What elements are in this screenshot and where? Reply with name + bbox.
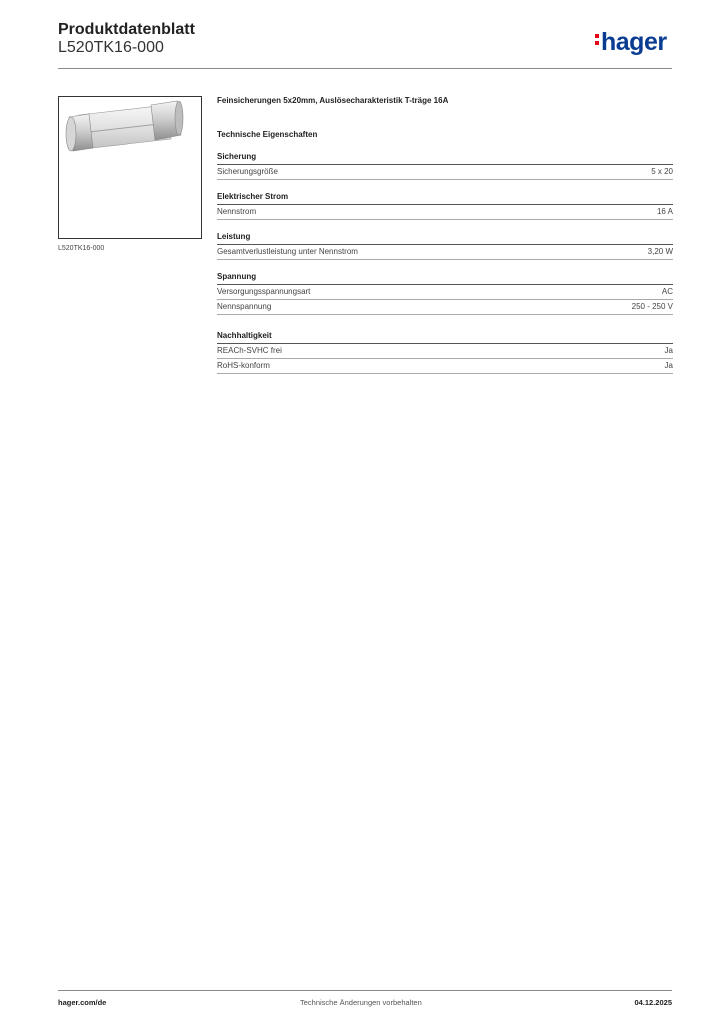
property-label: RoHS-konform bbox=[217, 361, 270, 370]
property-value: 16 A bbox=[656, 207, 673, 216]
hager-logo bbox=[595, 28, 667, 57]
glass-fuse-icon bbox=[59, 97, 201, 238]
property-label: Versorgungsspannungsart bbox=[217, 287, 311, 296]
property-label: Sicherungsgröße bbox=[217, 167, 278, 176]
property-label: Gesamtverlustleistung unter Nennstrom bbox=[217, 247, 358, 256]
property-value: Ja bbox=[664, 361, 673, 370]
property-row bbox=[217, 285, 673, 300]
image-caption: L520TK16-000 bbox=[58, 245, 105, 252]
footer-divider bbox=[58, 990, 672, 991]
section-title: Technische Eigenschaften bbox=[217, 130, 318, 139]
property-row bbox=[217, 205, 673, 220]
property-value: Ja bbox=[664, 346, 673, 355]
group-title-nachhaltigkeit: Nachhaltigkeit bbox=[217, 331, 673, 344]
property-value: 250 - 250 V bbox=[631, 302, 673, 311]
property-label: REACh-SVHC frei bbox=[217, 346, 282, 355]
property-label: Nennspannung bbox=[217, 302, 272, 311]
property-value: 5 x 20 bbox=[651, 167, 673, 176]
property-value: 3,20 W bbox=[647, 247, 673, 256]
group-title-sicherung: Sicherung bbox=[217, 152, 673, 165]
property-row bbox=[217, 245, 673, 260]
property-label: Nennstrom bbox=[217, 207, 257, 216]
header-divider bbox=[58, 68, 672, 69]
properties-panel bbox=[217, 96, 673, 374]
group-title-spannung: Spannung bbox=[217, 272, 673, 285]
logo-text: hager bbox=[601, 28, 667, 56]
page-title: Produktdatenblatt bbox=[58, 21, 195, 38]
property-value: AC bbox=[661, 287, 673, 296]
group-title-leistung: Leistung bbox=[217, 232, 673, 245]
footer-date: 04.12.2025 bbox=[634, 998, 672, 1007]
property-row bbox=[217, 165, 673, 180]
property-row bbox=[217, 344, 673, 359]
property-row bbox=[217, 359, 673, 374]
footer-notice: Technische Änderungen vorbehalten bbox=[300, 998, 422, 1007]
logo-dots-icon bbox=[595, 31, 600, 48]
property-row bbox=[217, 300, 673, 315]
group-title-elektrischer-strom: Elektrischer Strom bbox=[217, 192, 673, 205]
product-image bbox=[58, 96, 202, 239]
product-description: Feinsicherungen 5x20mm, Auslösecharakteristik T-träge 16A bbox=[217, 96, 449, 105]
footer-website-link[interactable]: hager.com/de bbox=[58, 998, 107, 1007]
product-code: L520TK16-000 bbox=[58, 39, 164, 56]
